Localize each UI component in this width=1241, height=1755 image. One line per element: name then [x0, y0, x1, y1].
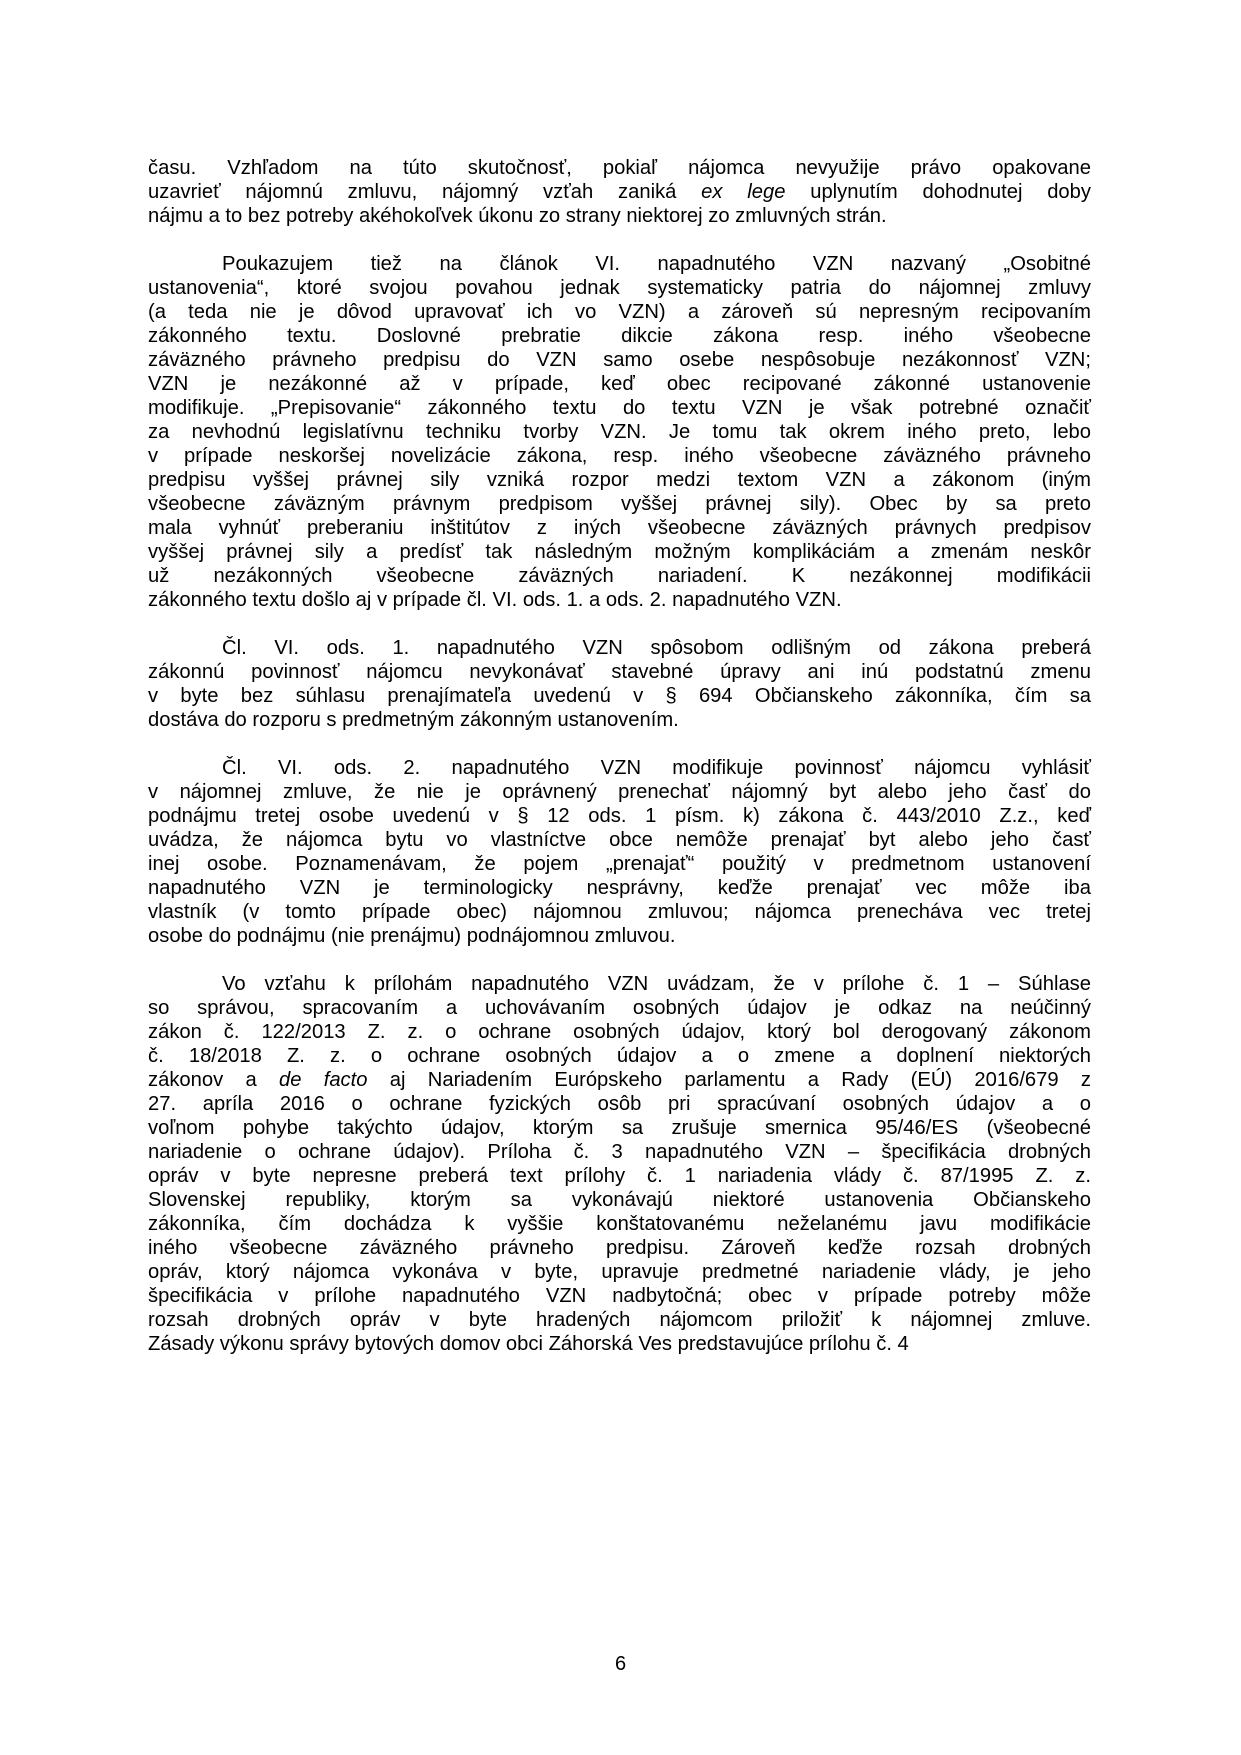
text-line — [148, 1212, 1091, 1236]
text-line — [148, 444, 1091, 468]
text-run: modifikuje. „Prepisovanie“ zákonného textu do textu VZN je však potrebné označiť — [148, 397, 1091, 419]
text-line — [148, 1020, 1091, 1044]
text-run: dostáva do rozporu s predmetným zákonným ustanovením. — [148, 709, 679, 731]
text-line — [148, 420, 1091, 444]
text-line — [148, 348, 1091, 372]
text-run: špecifikácia v prílohe napadnutého VZN nadbytočná; obec v prípade potreby môže — [148, 1285, 1091, 1307]
text-run: Zásady výkonu správy bytových domov obci Záhorská Ves predstavujúce prílohu č. 4 — [148, 1333, 909, 1355]
text-run: zákonnú povinnosť nájomcu nevykonávať stavebné úpravy ani inú podstatnú zmenu — [148, 661, 1091, 683]
text-line — [148, 828, 1091, 852]
text-line — [148, 324, 1091, 348]
text-line — [148, 636, 1091, 660]
text-run: vyššej právnej sily a predísť tak následným možným komplikáciám a zmenám neskôr — [148, 541, 1091, 563]
text-line — [148, 924, 1091, 948]
text-line — [148, 276, 1091, 300]
text-run: vlastník (v tomto prípade obec) nájomnou zmluvou; nájomca prenecháva vec tretej — [148, 901, 1091, 923]
document-body — [148, 156, 1091, 1380]
text-run: podnájmu tretej osobe uvedenú v § 12 ods. 1 písm. k) zákona č. 443/2010 Z.z., keď — [148, 805, 1091, 827]
text-line — [148, 300, 1091, 324]
text-line — [148, 564, 1091, 588]
text-line — [148, 1068, 1091, 1092]
text-run: Slovenskej republiky, ktorým sa vykonávajú niektoré ustanovenia Občianskeho — [148, 1189, 1091, 1211]
text-run: so správou, spracovaním a uchovávaním osobných údajov je odkaz na neúčinný — [148, 997, 1091, 1019]
text-line — [148, 468, 1091, 492]
text-run: zákonného textu došlo aj v prípade čl. VI. ods. 1. a ods. 2. napadnutého VZN. — [148, 589, 842, 611]
text-run: mala vyhnúť preberaniu inštitútov z iných všeobecne záväzných právnych predpisov — [148, 517, 1091, 539]
text-run: uvádza, že nájomca bytu vo vlastníctve obce nemôže prenajať byt alebo jeho časť — [148, 829, 1091, 851]
text-run: ustanovenia“, ktoré svojou povahou jednak systematicky patria do nájomnej zmluvy — [148, 277, 1091, 299]
text-line — [148, 1308, 1091, 1332]
text-line — [148, 1140, 1091, 1164]
text-run: opráv v byte nepresne preberá text prílohy č. 1 nariadenia vlády č. 87/1995 Z. z. — [148, 1165, 1091, 1187]
text-line — [148, 1044, 1091, 1068]
text-line — [148, 876, 1091, 900]
text-run: Čl. VI. ods. 1. napadnutého VZN spôsobom odlišným od zákona preberá — [222, 637, 1091, 659]
text-line — [148, 708, 1091, 732]
text-line — [148, 1260, 1091, 1284]
text-line — [148, 756, 1091, 780]
text-line — [148, 516, 1091, 540]
italic-term: de facto — [278, 1069, 368, 1091]
text-run: Poukazujem tiež na článok VI. napadnutého VZN nazvaný „Osobitné — [222, 253, 1091, 275]
text-line — [148, 972, 1091, 996]
text-run: osobe do podnájmu (nie prenájmu) podnájomnou zmluvou. — [148, 925, 676, 947]
text-line — [148, 1164, 1091, 1188]
text-run: VZN je nezákonné až v prípade, keď obec recipované zákonné ustanovenie — [148, 373, 1091, 395]
text-run: aj Nariadením Európskeho parlamentu a Rady (EÚ) 2016/679 z — [367, 1069, 1091, 1091]
paragraph-p2 — [148, 636, 1091, 732]
text-line — [148, 372, 1091, 396]
paragraph-p1 — [148, 252, 1091, 612]
text-run: nájmu a to bez potreby akéhokoľvek úkonu zo strany niektorej zo zmluvných strán. — [148, 205, 887, 227]
paragraph-p4 — [148, 972, 1091, 1356]
text-run: už nezákonných všeobecne záväzných nariadení. K nezákonnej modifikácii — [148, 565, 1091, 587]
text-run: voľnom pohybe takýchto údajov, ktorým sa zrušuje smernica 95/46/ES (všeobecné — [148, 1117, 1091, 1139]
text-line — [148, 204, 1091, 228]
text-line — [148, 900, 1091, 924]
text-run: (a teda nie je dôvod upravovať ich vo VZN) a zároveň sú nepresným recipovaním — [148, 301, 1091, 323]
text-run: všeobecne záväzným právnym predpisom vyššej právnej sily). Obec by sa preto — [148, 493, 1091, 515]
text-run: iného všeobecne záväzného právneho predpisu. Zároveň keďže rozsah drobných — [148, 1237, 1091, 1259]
text-run: rozsah drobných opráv v byte hradených nájomcom priložiť k nájomnej zmluve. — [148, 1309, 1091, 1331]
text-line — [148, 588, 1091, 612]
text-line — [148, 492, 1091, 516]
text-line — [148, 1332, 1091, 1356]
text-run: v prípade neskoršej novelizácie zákona, resp. iného všeobecne záväzného právneho — [148, 445, 1091, 467]
text-line — [148, 852, 1091, 876]
page-number: 6 — [614, 1653, 627, 1675]
text-run: za nevhodnú legislatívnu techniku tvorby VZN. Je tomu tak okrem iného preto, lebo — [148, 421, 1091, 443]
text-run: zákonov a — [148, 1069, 279, 1091]
text-run: v byte bez súhlasu prenajímateľa uvedenú v § 694 Občianskeho zákonníka, čím sa — [148, 685, 1091, 707]
text-run: 27. apríla 2016 o ochrane fyzických osôb pri spracúvaní osobných údajov a o — [148, 1093, 1091, 1115]
text-line — [148, 1092, 1091, 1116]
text-run: Vo vzťahu k prílohám napadnutého VZN uvádzam, že v prílohe č. 1 – Súhlase — [222, 973, 1091, 995]
text-line — [148, 1116, 1091, 1140]
text-run: inej osobe. Poznamenávam, že pojem „prenajať“ použitý v predmetnom ustanovení — [148, 853, 1091, 875]
text-line — [148, 396, 1091, 420]
text-line — [148, 996, 1091, 1020]
text-run: zákon č. 122/2013 Z. z. o ochrane osobných údajov, ktorý bol derogovaný zákonom — [148, 1021, 1091, 1043]
text-run: času. Vzhľadom na túto skutočnosť, pokiaľ nájomca nevyužije právo opakovane — [148, 157, 1091, 179]
text-line — [148, 1284, 1091, 1308]
text-line — [148, 156, 1091, 180]
italic-term: ex lege — [701, 181, 786, 203]
text-line — [148, 252, 1091, 276]
text-line — [148, 1188, 1091, 1212]
text-run: uzavrieť nájomnú zmluvu, nájomný vzťah zaniká — [148, 181, 702, 203]
text-run: zákonníka, čím dochádza k vyššie konštatovanému neželanému javu modifikácie — [148, 1213, 1091, 1235]
paragraph-p3 — [148, 756, 1091, 948]
text-line — [148, 780, 1091, 804]
text-run: uplynutím dohodnutej doby — [785, 181, 1091, 203]
text-line — [148, 1236, 1091, 1260]
text-run: nariadenie o ochrane údajov). Príloha č. 3 napadnutého VZN – špecifikácia drobných — [148, 1141, 1091, 1163]
text-run: záväzného právneho predpisu do VZN samo osebe nespôsobuje nezákonnosť VZN; — [148, 349, 1091, 371]
text-line — [148, 660, 1091, 684]
text-line — [148, 540, 1091, 564]
text-run: napadnutého VZN je terminologicky nesprávny, keďže prenajať vec môže iba — [148, 877, 1091, 899]
text-run: zákonného textu. Doslovné prebratie dikcie zákona resp. iného všeobecne — [148, 325, 1091, 347]
text-run: v nájomnej zmluve, že nie je oprávnený prenechať nájomný byt alebo jeho časť do — [148, 781, 1091, 803]
text-run: Čl. VI. ods. 2. napadnutého VZN modifikuje povinnosť nájomcu vyhlásiť — [222, 757, 1091, 779]
text-line — [148, 180, 1091, 204]
text-run: opráv, ktorý nájomca vykonáva v byte, upravuje predmetné nariadenie vlády, je jeho — [148, 1261, 1091, 1283]
paragraph-p0 — [148, 156, 1091, 228]
text-line — [148, 684, 1091, 708]
text-line — [148, 804, 1091, 828]
text-run: predpisu vyššej právnej sily vzniká rozpor medzi textom VZN a zákonom (iným — [148, 469, 1091, 491]
text-run: č. 18/2018 Z. z. o ochrane osobných údajov a o zmene a doplnení niektorých — [148, 1045, 1091, 1067]
